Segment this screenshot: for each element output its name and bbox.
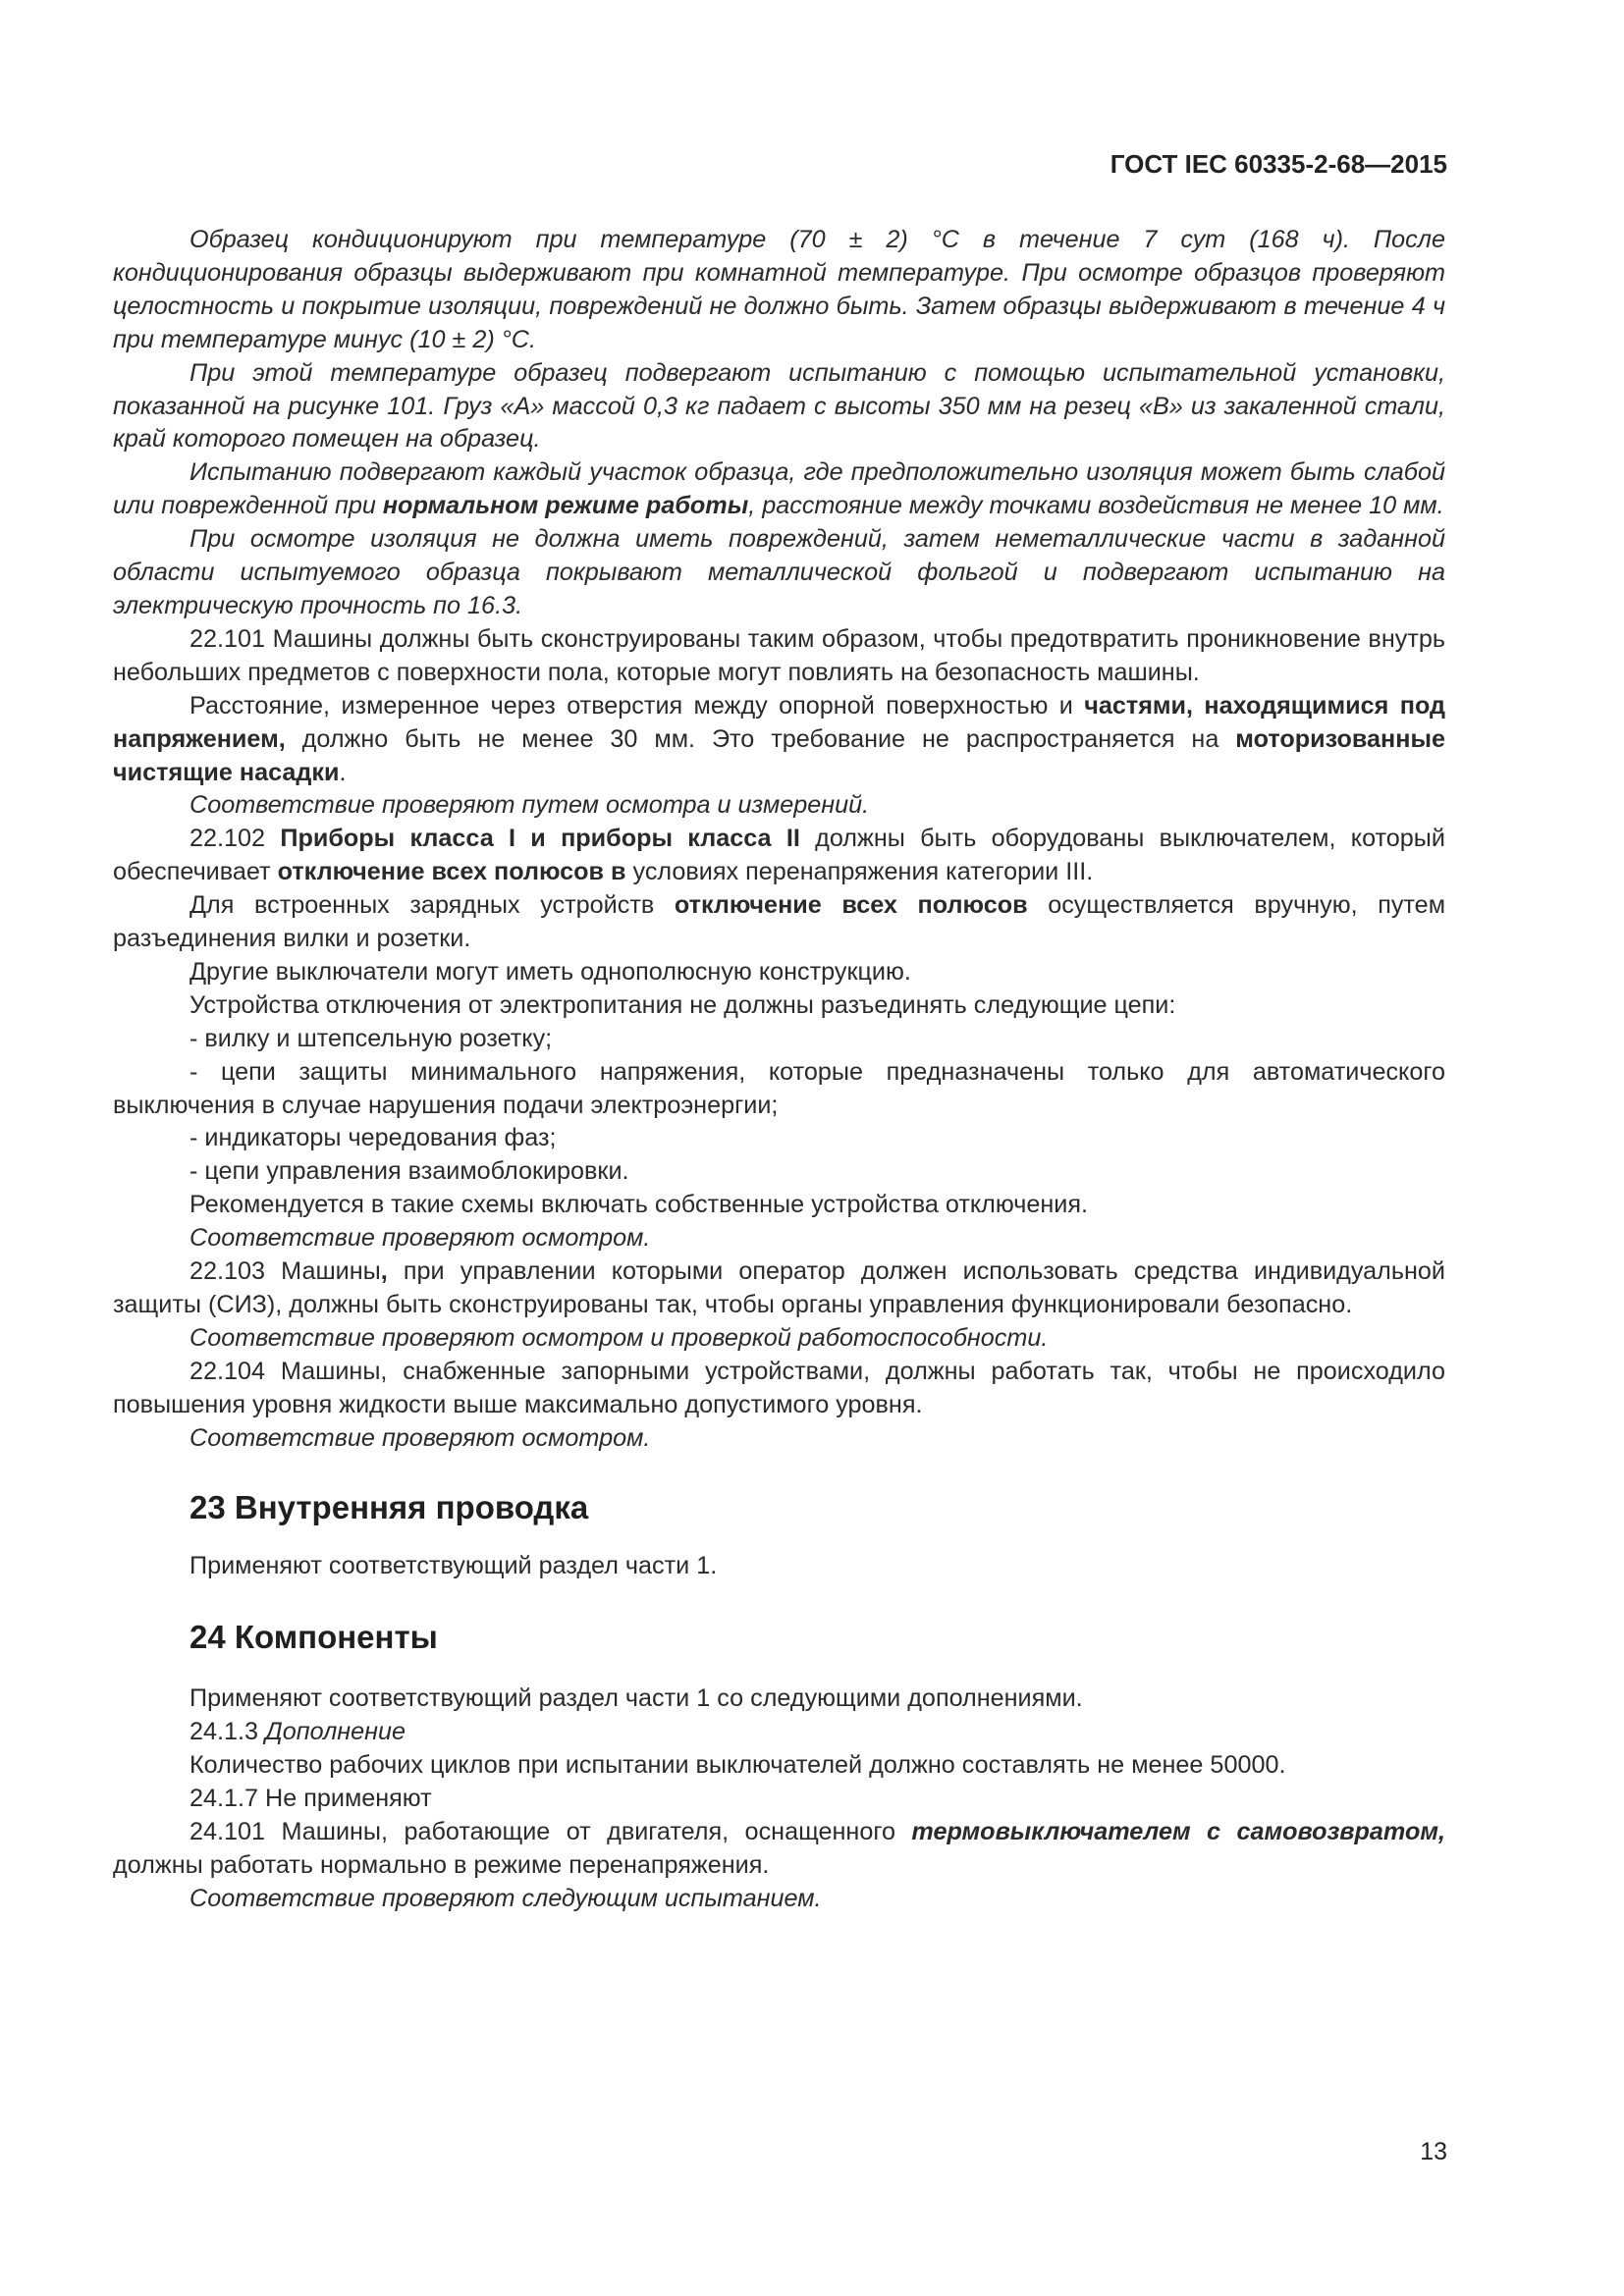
clause-22-103: [113, 1255, 1445, 1322]
text-run: 22.102: [189, 825, 281, 853]
list-item: - цепи управления взаимоблокировки.: [189, 1157, 629, 1186]
text-run: условиях перенапряжения категории III.: [625, 858, 1094, 886]
page-number: 13: [1420, 2138, 1447, 2165]
term-all-pole-disconnection: отключение всех полюсов: [674, 891, 1028, 920]
paragraph-cycles: Количество рабочих циклов при испытании выключателей должно составлять не менее 50000.: [189, 1751, 1286, 1780]
list-item: - цепи защиты минимального напряжения, которые предназначены только для автоматического выключения в случае нарушения подачи электроэнергии;: [113, 1057, 1445, 1119]
term-motorized-nozzles: моторизованные чистящие насадки: [113, 724, 1445, 786]
text-run: .: [339, 758, 347, 786]
compliance-inspection-operability: Соответствие проверяют осмотром и проверкой работоспособности.: [189, 1323, 1049, 1352]
term-normal-operation: нормальном режиме работы: [382, 492, 749, 520]
paragraph-test-setup: При этой температуре образец подвергают испытанию с помощью испытательной установки, показанной на рисунке 101. Груз «А» массой 0,3 кг падает с высоты 350 мм на резец «В» из закаленной стали, край которого помещен на образец.: [113, 358, 1445, 454]
clause-22-101: 22.101 Машины должны быть сконструированы таким образом, чтобы предотвратить проникновение внутрь небольших предметов с поверхности пола, которые могут повлиять на безопасность машины.: [113, 624, 1445, 686]
paragraph-recommendation: Рекомендуется в такие схемы включать собственные устройства отключения.: [189, 1191, 1088, 1219]
compliance-following-test: Соответствие проверяют следующим испытанием.: [189, 1884, 822, 1912]
label-addition: Дополнение: [265, 1718, 406, 1746]
list-item: - вилку и штепсельную розетку;: [189, 1024, 553, 1052]
text-run: 24.1.3: [189, 1718, 266, 1746]
clause-22-102: [113, 823, 1445, 889]
text-run: осуществляется вручную, путем разъединения вилки и розетки.: [113, 891, 1446, 953]
text-run: должно быть не менее 30 мм. Это требование не распространяется на: [285, 724, 1236, 753]
clause-24-1-3: [113, 1716, 1445, 1749]
paragraph-inspection: При осмотре изоляция не должна иметь повреждений, затем неметаллические части в заданной области испытуемого образца покрывают металлической фольгой и подвергают испытанию на электрическую прочность по 16.3.: [113, 525, 1445, 619]
section-23-text: Применяют соответствующий раздел части 1.: [189, 1552, 718, 1580]
compliance-inspection: Соответствие проверяют осмотром.: [189, 1224, 651, 1253]
clause-24-1-7: 24.1.7 Не применяют: [189, 1784, 432, 1812]
text-run: Испытанию подвергают каждый участок образца, где предположительно изоляция может быть слабой или поврежденной при: [113, 458, 1445, 520]
paragraph-conditioning: Образец кондиционируют при температуре (70 ± 2) °С в течение 7 сут (168 ч). После кондиционирования образцы выдерживают при комнатной температуре. При осмотре образцов проверяют целостность и покрытие изоляции, повреждений не должно быть. Затем образцы выдерживают в течение 4 ч при температуре минус (10 ± 2) °С.: [113, 226, 1445, 353]
section-24-intro: Применяют соответствующий раздел части 1 со следующими дополнениями.: [189, 1684, 1083, 1713]
document-body: [113, 224, 1445, 1916]
paragraph-circuits-intro: Устройства отключения от электропитания не должны разъединять следующие цепи:: [189, 990, 1176, 1019]
clause-22-104: 22.104 Машины, снабженные запорными устройствами, должны работать так, чтобы не происходило повышения уровня жидкости выше максимально допустимого уровня.: [113, 1357, 1445, 1418]
section-heading-23: 23 Внутренняя проводка: [189, 1488, 589, 1525]
term-self-resetting-thermal-cutout: термовыключателем с самовозвратом,: [911, 1817, 1445, 1845]
clause-24-101: [113, 1816, 1445, 1883]
text-run: , расстояние между точками воздействия не менее 10 мм.: [748, 492, 1444, 520]
text-run: 24.101 Машины, работающие от двигателя, оснащенного: [189, 1817, 912, 1845]
term-live-parts: частями, находящимися под напряжением,: [113, 691, 1445, 753]
term-all-pole-disconnection: отключение всех полюсов в: [277, 858, 626, 886]
text-run: Для встроенных зарядных устройств: [189, 891, 675, 920]
text-run: Расстояние, измеренное через отверстия между опорной поверхностью и: [189, 691, 1085, 720]
paragraph-distance: [113, 690, 1445, 790]
paragraph-test-areas: [113, 456, 1445, 523]
text-run: при управлении которыми оператор должен использовать средства индивидуальной защиты (СИЗ), должны быть сконструированы так, чтобы органы управления функционировали безопасно.: [113, 1257, 1445, 1318]
section-heading-24: 24 Компоненты: [189, 1619, 438, 1656]
term-class-appliances: Приборы класса I и приборы класса II: [280, 825, 800, 853]
compliance-inspection-measurement: Соответствие проверяют путем осмотра и измерений.: [189, 791, 870, 820]
text-run: 22.103 Машины: [189, 1257, 381, 1286]
text-run: должны быть оборудованы выключателем, который обеспечивает: [113, 825, 1445, 886]
list-item: - индикаторы чередования фаз;: [189, 1124, 557, 1152]
paragraph-single-pole: Другие выключатели могут иметь однополюсную конструкцию.: [189, 957, 911, 986]
compliance-inspection: Соответствие проверяют осмотром.: [189, 1423, 651, 1452]
paragraph-chargers: [113, 889, 1445, 956]
bold-comma: ,: [380, 1257, 388, 1286]
text-run: должны работать нормально в режиме перенапряжения.: [113, 1850, 770, 1879]
page-header-standard: ГОСТ IEC 60335-2-68—2015: [1110, 149, 1447, 179]
